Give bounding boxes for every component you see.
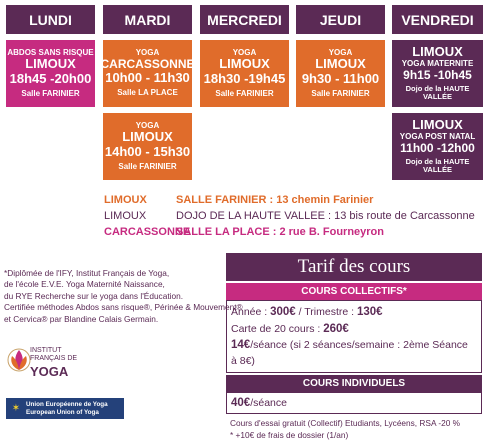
carte-label: Carte de 20 cours : [231, 322, 324, 335]
class-cell-mercredi [200, 40, 289, 107]
eu-yoga-logo [6, 398, 124, 419]
trimestre-price: 130€ [356, 306, 383, 318]
class-room: Dojo de la HAUTE VALLÉE [405, 157, 470, 175]
class-time: 18h30 -19h45 [203, 71, 286, 86]
annee-label: Année : [231, 306, 271, 318]
class-city: LIMOUX [219, 56, 270, 72]
day-header-jeudi: JEUDI [296, 5, 385, 34]
cours-collectifs-header: COURS COLLECTIFS* [226, 283, 482, 300]
annee-price: 300€ [270, 306, 296, 318]
address-place: SALLE FARINIER : 13 chemin Farinier [176, 194, 374, 206]
class-room: Salle FARINIER [21, 88, 80, 98]
tarif-panel [226, 253, 482, 441]
address-city: LIMOUX [104, 194, 147, 206]
class-title: YOGA [328, 47, 353, 57]
ify-line: INSTITUT [30, 347, 62, 354]
class-room: Salle LA PLACE [117, 87, 178, 97]
note-line: du RYE Recherche sur le yoga dans l'Éducation. [4, 290, 183, 301]
class-time: 18h45 -20h00 [9, 71, 92, 86]
indiv-price: 40€ [231, 397, 251, 410]
note-line: de l'école E.V.E. Yoga Maternité Naissance, [4, 279, 165, 290]
class-title: ABDOS SANS RISQUE [7, 47, 94, 57]
tarif-title: Tarif des cours [226, 253, 482, 281]
indiv-unit: /séance [250, 397, 287, 410]
class-room: Salle FARINIER [118, 161, 177, 171]
address-dojo [104, 210, 475, 222]
class-room: Dojo de la HAUTE VALLÉE [405, 84, 470, 102]
eu-line: European Union of Yoga [26, 408, 99, 416]
indiv-line [231, 395, 476, 412]
class-time: 10h00 - 11h30 [105, 70, 190, 86]
class-title: YOGA [135, 48, 160, 58]
seance-price: 14€ [231, 339, 251, 352]
class-cell-vendredi-1 [392, 40, 483, 107]
class-city: LIMOUX [315, 56, 366, 72]
address-la-place [104, 226, 384, 238]
individuels-prices [226, 392, 482, 414]
class-title: YOGA [135, 120, 160, 130]
note-line: *Diplômée de l'IFY, Institut Français de Yoga, [4, 268, 170, 278]
foot-line: * +10€ de frais de dossier (1/an) [230, 429, 349, 440]
ify-line: FRANÇAIS DE [30, 355, 78, 363]
foot-line: Cours d'essai gratuit (Collectif) Etudiants, Lycéens, RSA -20 % [230, 418, 461, 429]
class-time: 9h15 -10h45 [403, 67, 472, 82]
address-farinier [104, 194, 373, 206]
eu-line: Union Européenne de Yoga [26, 400, 108, 408]
day-header-vendredi: VENDREDI [392, 5, 483, 34]
class-cell-lundi [6, 40, 95, 107]
day-header-mardi: MARDI [103, 5, 192, 34]
class-cell-jeudi [296, 40, 385, 107]
class-city: LIMOUX [412, 117, 463, 133]
day-header-lundi: LUNDI [6, 5, 95, 34]
class-cell-vendredi-2 [392, 113, 483, 180]
address-city: LIMOUX [104, 210, 147, 222]
class-title: YOGA POST NATAL [399, 131, 476, 141]
tarif-footnote [226, 418, 482, 441]
seance-note: /séance (si 2 séances/semaine : 2ème Séance à 8€) [231, 339, 468, 368]
class-city: LIMOUX [25, 56, 76, 72]
class-time: 11h00 -12h00 [400, 140, 475, 155]
stars-icon: ✶ [11, 403, 21, 414]
class-title: YOGA [232, 47, 257, 57]
class-room: Salle FARINIER [311, 88, 370, 98]
class-time: 14h00 - 15h30 [104, 144, 191, 159]
class-city: CARCASSONNE [100, 57, 195, 71]
credentials-note [4, 268, 243, 325]
carte-price: 260€ [323, 322, 349, 335]
address-city: CARCASSONNE [104, 226, 191, 238]
class-city: LIMOUX [122, 129, 173, 145]
note-line: Certifiée méthodes Abdos sans risque®, Périnée & Mouvement® [4, 302, 243, 313]
annee-line [231, 304, 476, 321]
note-line: et Cervica® par Blandine Calais Germain. [4, 313, 159, 324]
seance-line [231, 337, 476, 369]
cours-individuels-header: COURS INDIVIDUELS [226, 375, 482, 392]
class-time: 9h30 - 11h00 [301, 71, 380, 86]
class-title: YOGA MATERNITE [401, 58, 474, 68]
address-place: SALLE LA PLACE : 2 rue B. Fourneyron [176, 226, 384, 238]
class-city: LIMOUX [412, 44, 463, 60]
ify-line: YOGA [30, 363, 69, 379]
class-cell-mardi-1 [100, 40, 195, 107]
ify-logo-text [30, 347, 77, 379]
class-room: Salle FARINIER [215, 88, 274, 98]
class-cell-mardi-2 [103, 113, 192, 180]
day-header-mercredi: MERCREDI [200, 5, 289, 34]
trimestre-label: / Trimestre : [295, 306, 357, 318]
carte-line [231, 321, 476, 338]
address-place: DOJO DE LA HAUTE VALLEE : 13 bis route de Carcassonne [176, 210, 475, 222]
collectifs-prices [226, 300, 482, 373]
